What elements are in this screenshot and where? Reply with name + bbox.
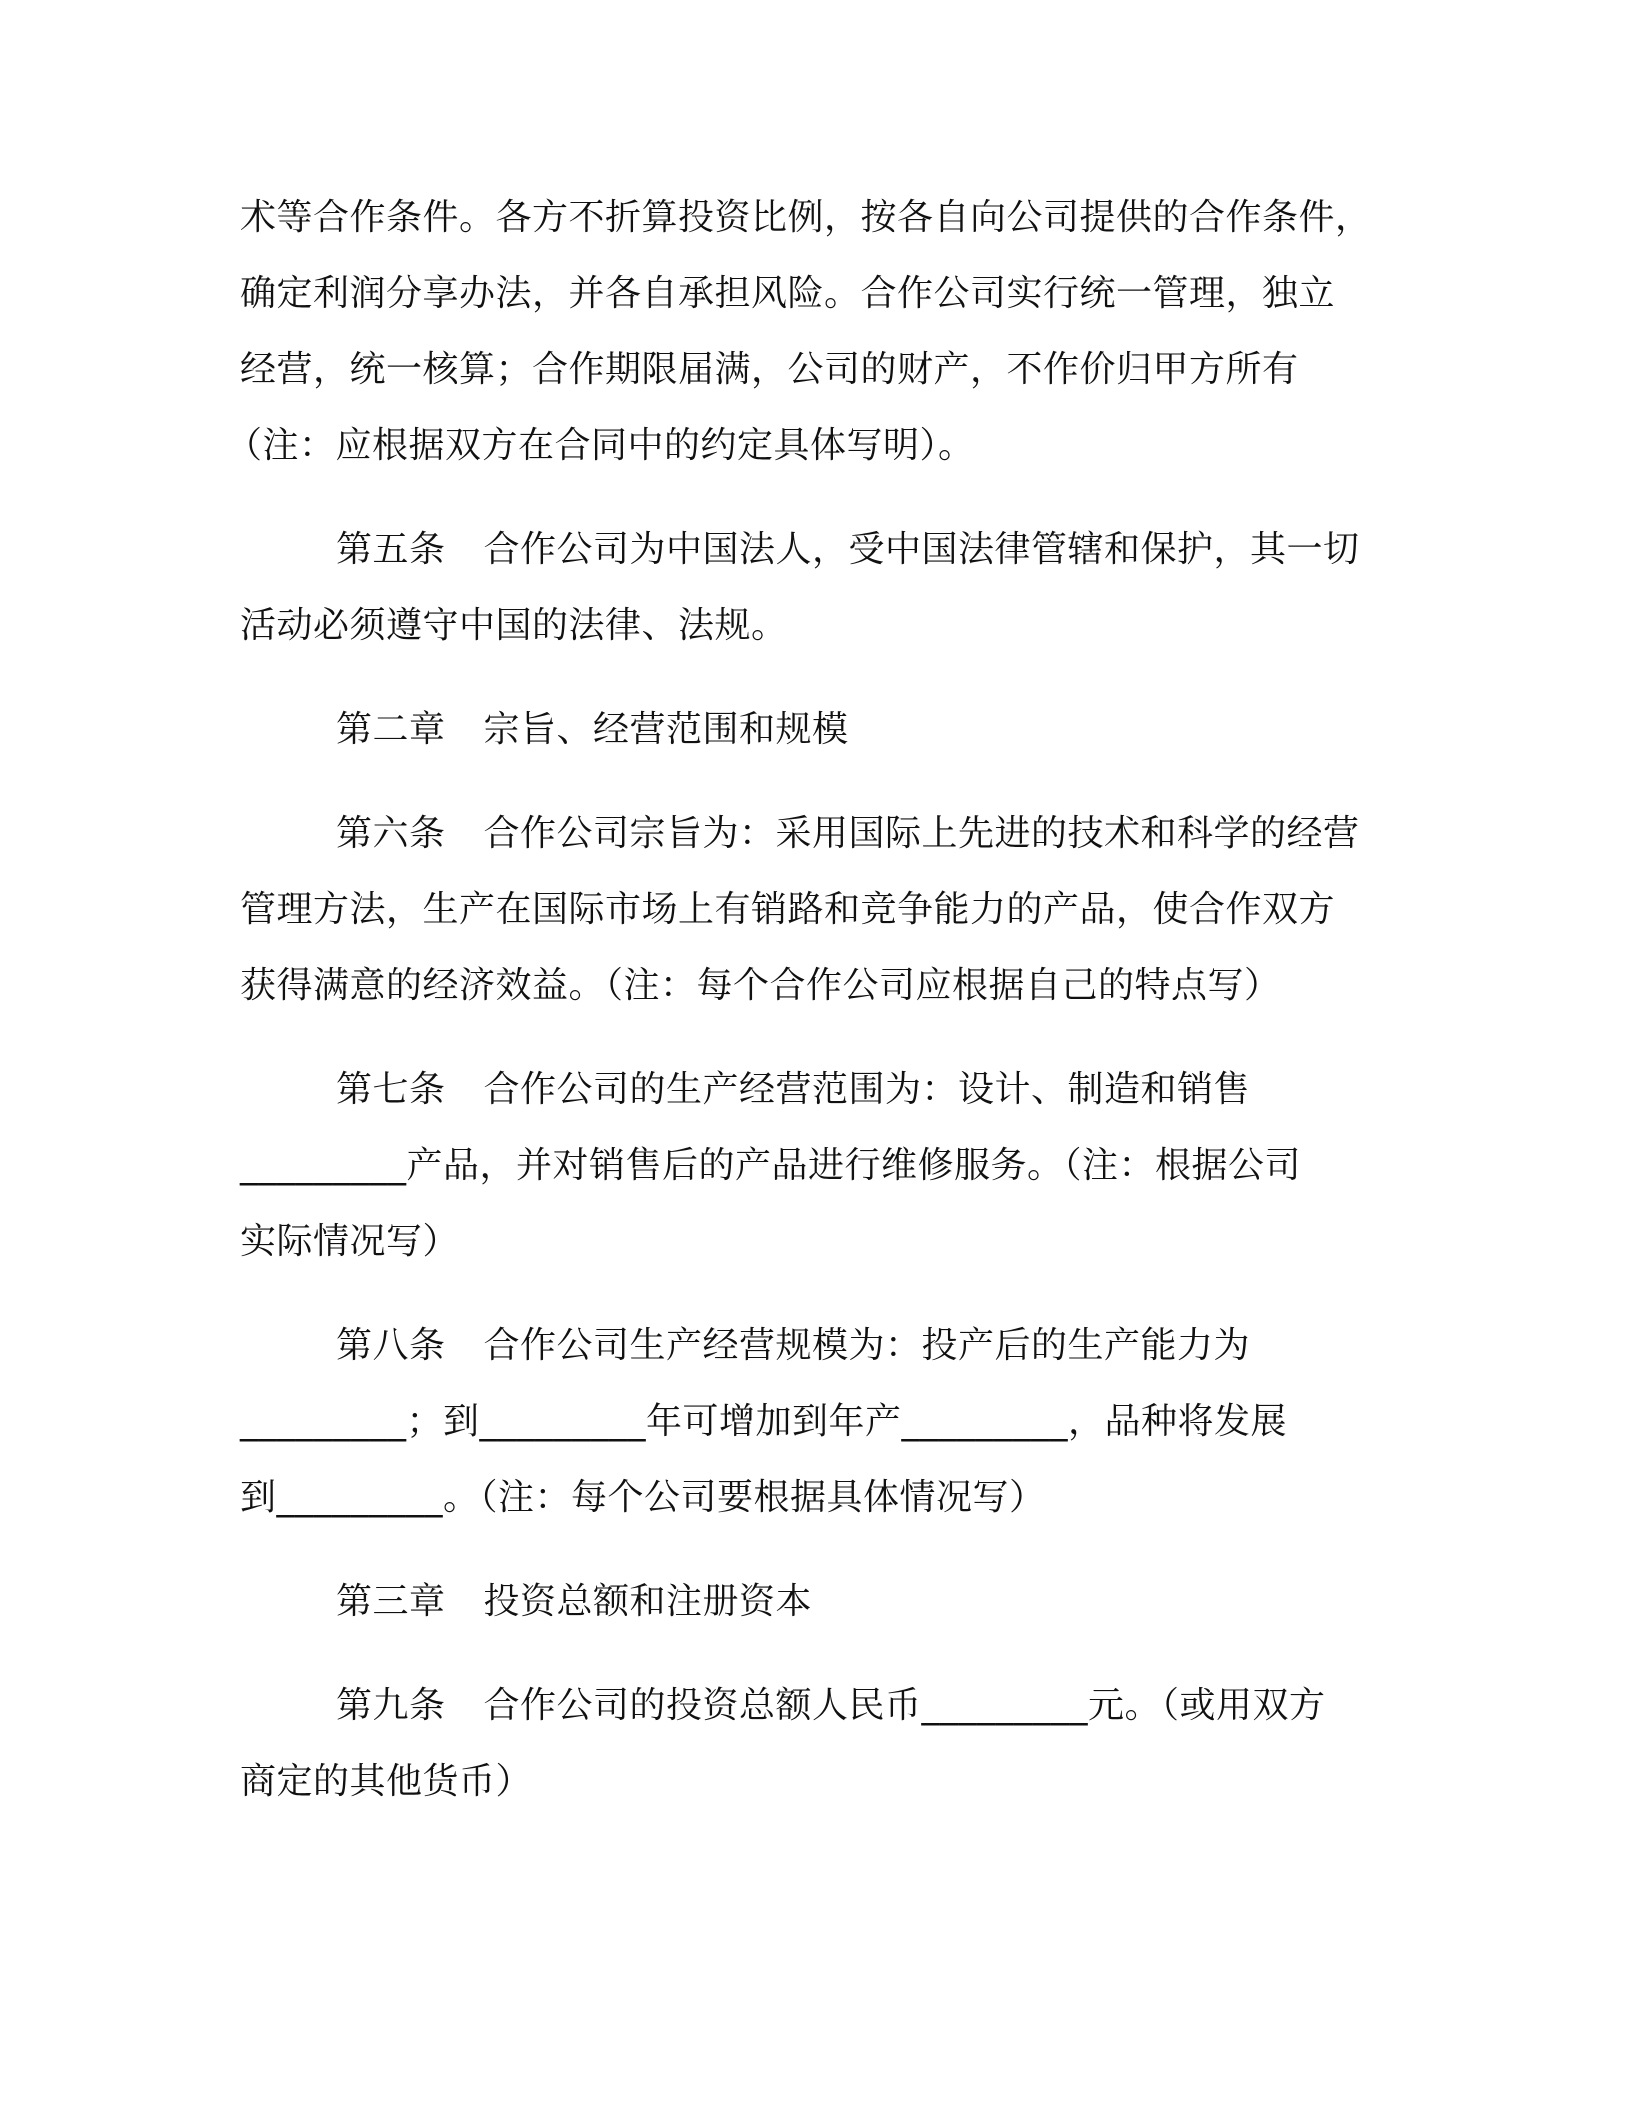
text-line bbox=[240, 1668, 1380, 1744]
text-line: 经营，统一核算；合作期限届满，公司的财产，不作价归甲方所有 bbox=[240, 349, 1299, 390]
text-line: 商定的其他货币） bbox=[240, 1761, 533, 1802]
text-line: 确定利润分享办法，并各自承担风险。合作公司实行统一管理，独立 bbox=[240, 273, 1336, 314]
text-line: 管理方法，生产在国际市场上有销路和竞争能力的产品，使合作双方 bbox=[240, 889, 1336, 930]
text-line: 到_________。（注：每个公司要根据具体情况写） bbox=[240, 1477, 1046, 1518]
article-text: 合作公司生产经营规模为：投产后的生产能力为 bbox=[483, 1325, 1251, 1366]
text-line bbox=[240, 512, 1380, 588]
article-text: 合作公司宗旨为：采用国际上先进的技术和科学的经营 bbox=[483, 813, 1360, 854]
article-label: 第九条 bbox=[336, 1685, 446, 1726]
article-label: 第五条 bbox=[336, 529, 446, 570]
article-text: 合作公司的生产经营范围为：设计、制造和销售 bbox=[483, 1069, 1251, 1110]
chapter-label: 第三章 bbox=[336, 1581, 446, 1622]
article-6 bbox=[240, 796, 1380, 1024]
chapter-title: 投资总额和注册资本 bbox=[483, 1581, 813, 1622]
paragraph-intro bbox=[226, 180, 1380, 484]
article-text: 合作公司为中国法人，受中国法律管辖和保护，其一切 bbox=[483, 529, 1360, 570]
text-line: 获得满意的经济效益。（注：每个合作公司应根据自己的特点写） bbox=[240, 965, 1281, 1006]
article-7 bbox=[240, 1052, 1380, 1280]
article-label: 第七条 bbox=[336, 1069, 446, 1110]
text-line: 实际情况写） bbox=[240, 1221, 460, 1262]
chapter-heading bbox=[240, 692, 1380, 768]
text-line bbox=[240, 796, 1380, 872]
text-line: 活动必须遵守中国的法律、法规。 bbox=[240, 605, 788, 646]
article-label: 第六条 bbox=[336, 813, 446, 854]
chapter-title: 宗旨、经营范围和规模 bbox=[483, 709, 849, 750]
text-line: （注：应根据双方在合同中的约定具体写明）。 bbox=[226, 425, 975, 466]
document-page bbox=[226, 180, 1380, 1820]
chapter-label: 第二章 bbox=[336, 709, 446, 750]
text-line bbox=[240, 1308, 1380, 1384]
article-8 bbox=[240, 1308, 1380, 1536]
article-label: 第八条 bbox=[336, 1325, 446, 1366]
article-5 bbox=[240, 512, 1380, 664]
text-line: 术等合作条件。各方不折算投资比例，按各自向公司提供的合作条件， bbox=[240, 197, 1372, 238]
text-line bbox=[240, 1052, 1380, 1128]
article-9 bbox=[240, 1668, 1380, 1820]
text-line: _________；到_________年可增加到年产_________，品种将发展 bbox=[240, 1401, 1288, 1442]
article-text: 合作公司的投资总额人民币_________元。（或用双方 bbox=[483, 1685, 1326, 1726]
text-line: _________产品，并对销售后的产品进行维修服务。（注：根据公司 bbox=[240, 1145, 1302, 1186]
chapter-heading bbox=[240, 1564, 1380, 1640]
